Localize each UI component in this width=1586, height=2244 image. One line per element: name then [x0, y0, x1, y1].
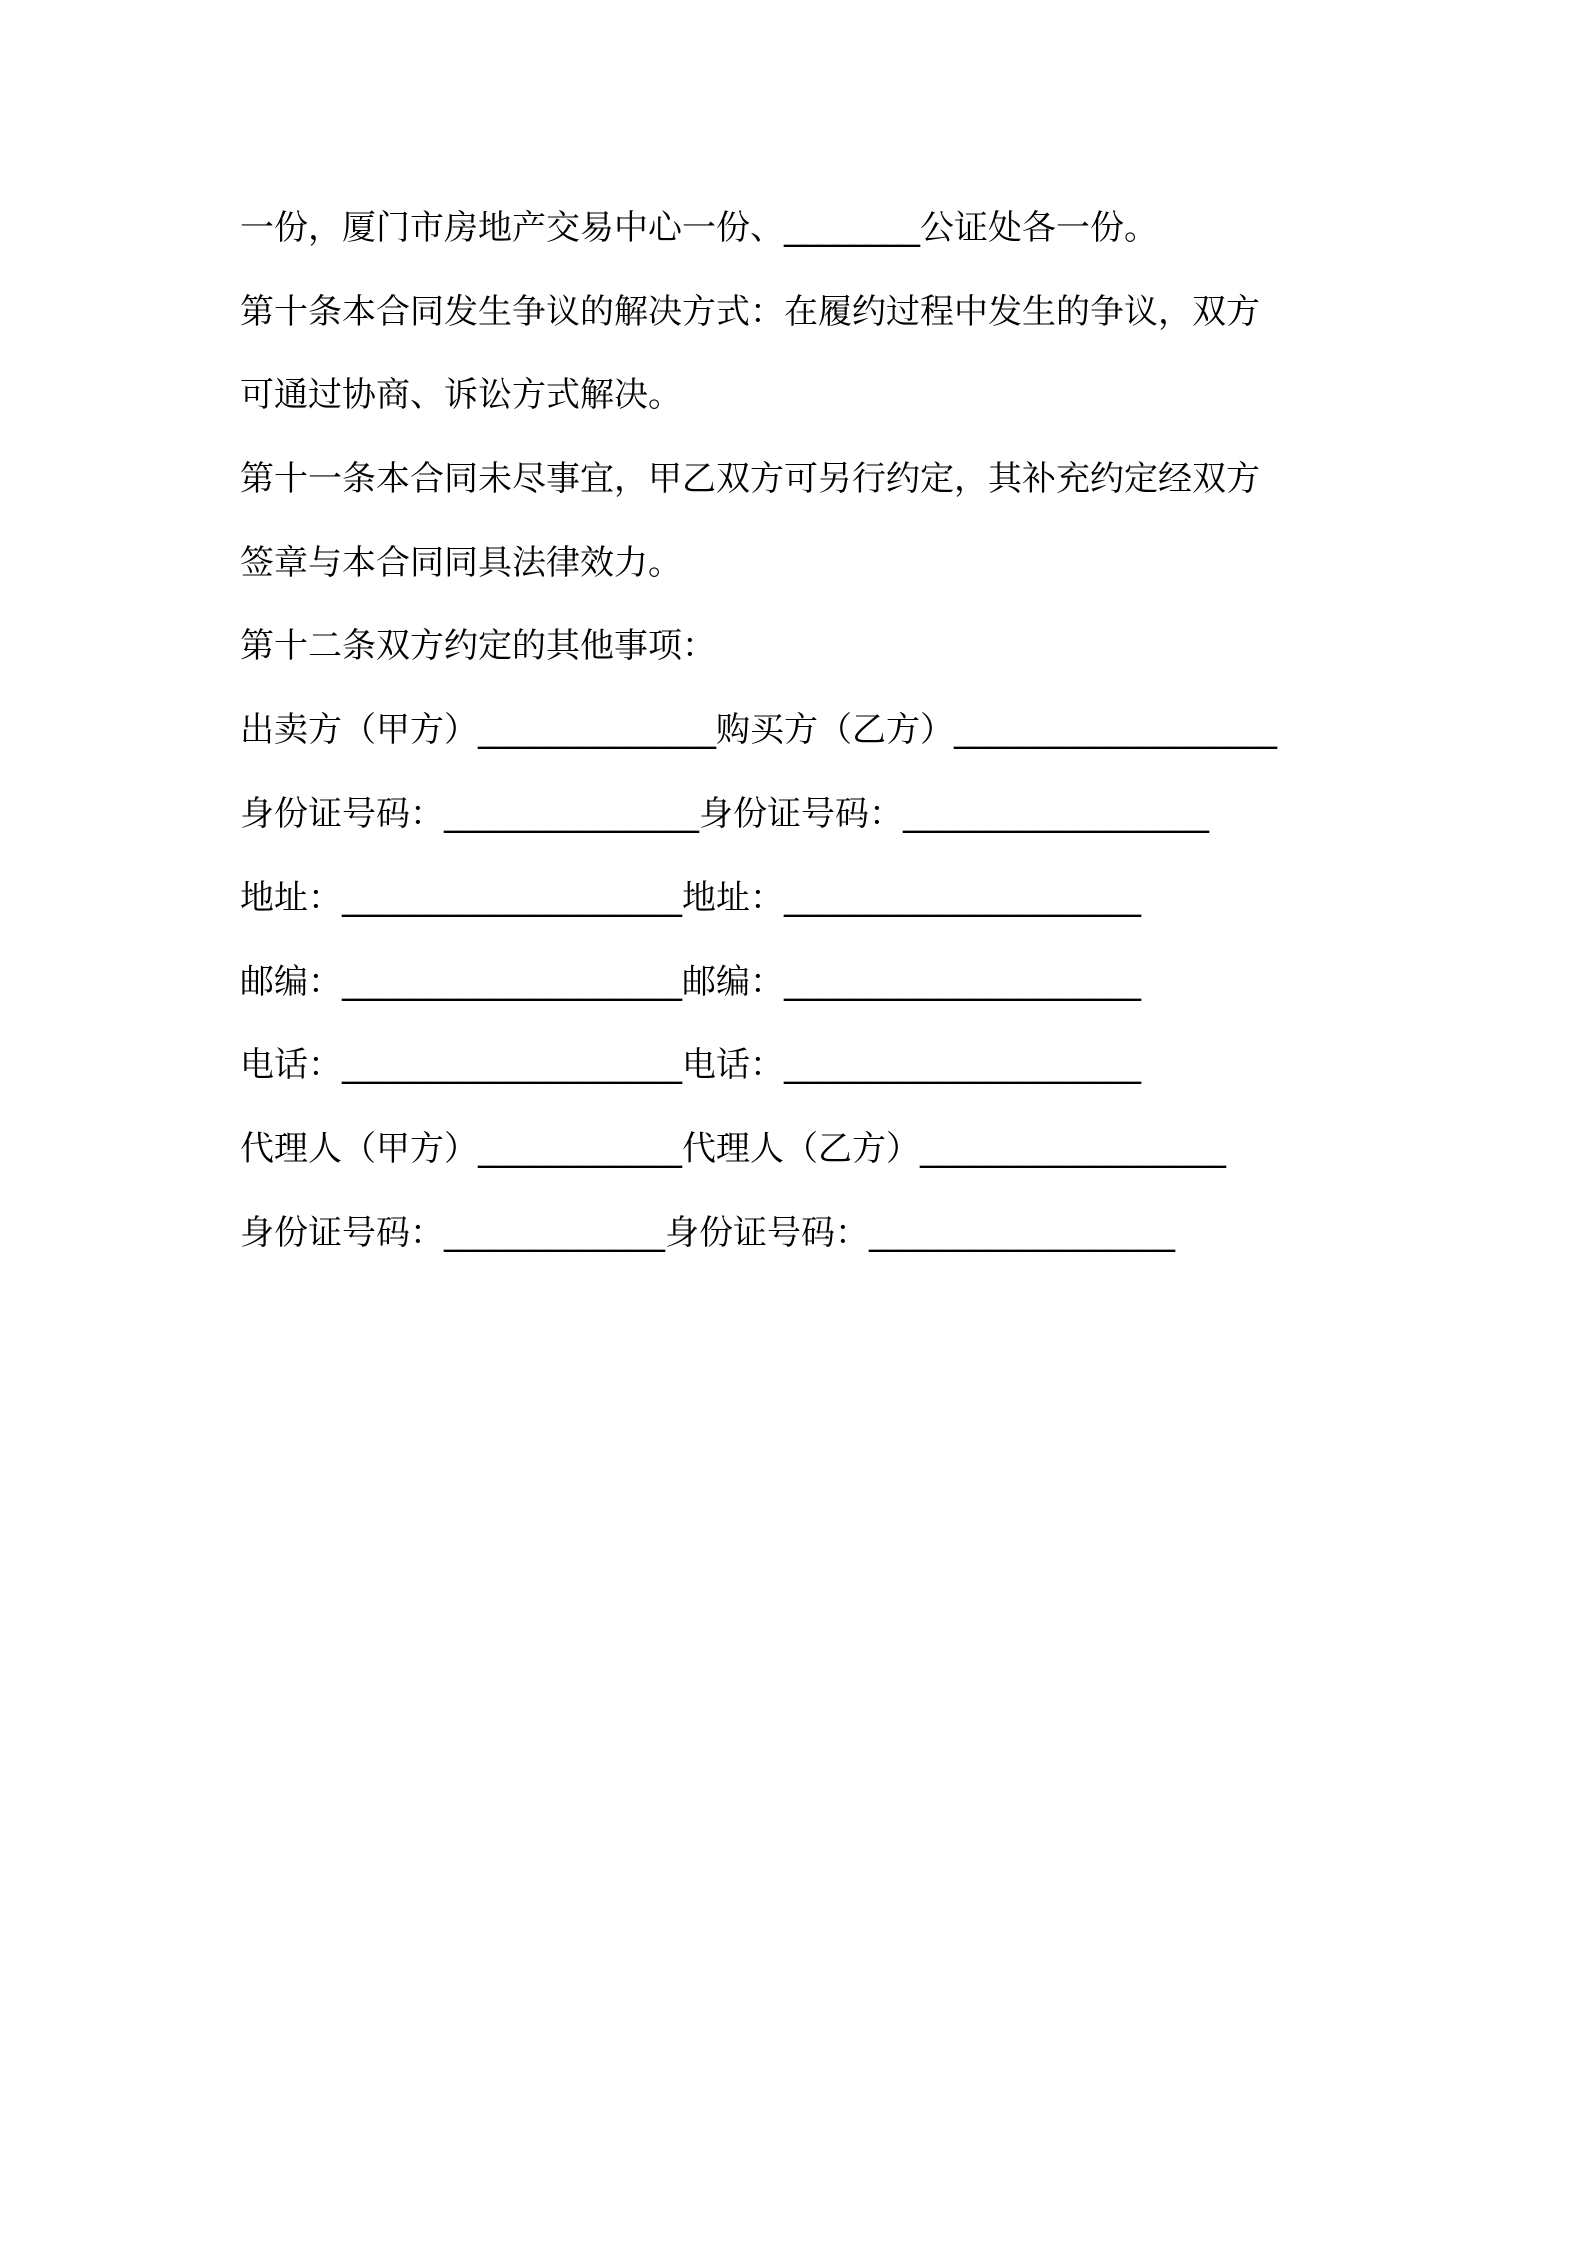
- signature-line-agent-id-number: 身份证号码：_____________身份证号码：__________________: [240, 1213, 1175, 1253]
- signature-line-parties: 出卖方（甲方）______________购买方（乙方）___________________: [240, 710, 1277, 750]
- signature-line-address: 地址：____________________地址：_____________________: [240, 878, 1141, 918]
- text-line-article-12: 第十二条双方约定的其他事项：: [240, 626, 716, 666]
- text-line-article-10: 第十条本合同发生争议的解决方式：在履约过程中发生的争议，双方: [240, 292, 1260, 332]
- text-line-copies: 一份，厦门市房地产交易中心一份、________公证处各一份。: [240, 208, 1158, 248]
- text-line-article-10-cont: 可通过协商、诉讼方式解决。: [240, 375, 682, 415]
- text-line-article-11-cont: 签章与本合同同具法律效力。: [240, 543, 682, 583]
- signature-line-phone: 电话：____________________电话：_____________________: [240, 1045, 1141, 1085]
- text-line-article-11: 第十一条本合同未尽事宜，甲乙双方可另行约定，其补充约定经双方: [240, 459, 1260, 499]
- signature-line-agents: 代理人（甲方）____________代理人（乙方）__________________: [240, 1129, 1226, 1169]
- signature-line-postcode: 邮编：____________________邮编：_____________________: [240, 962, 1141, 1002]
- signature-line-id-number: 身份证号码：_______________身份证号码：__________________: [240, 794, 1209, 834]
